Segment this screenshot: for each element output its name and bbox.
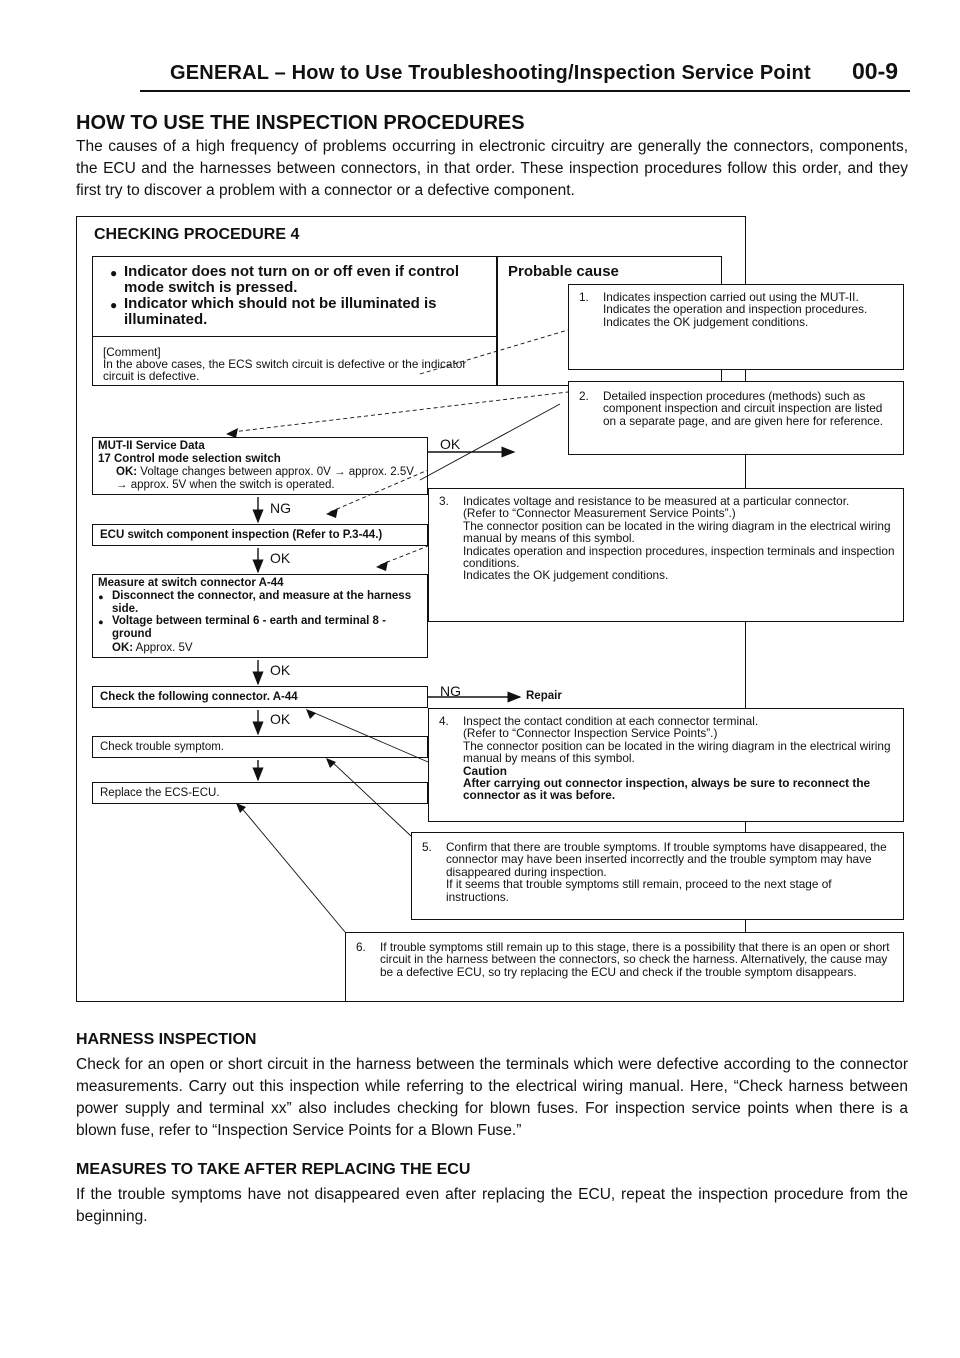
ok-flow-label: OK: [270, 550, 291, 566]
leader-line: [330, 470, 428, 512]
note-line: If trouble symptoms still remain up to this stage, there is a possibility that there is an open or short circuit in the harness between the connectors, so check the harness. Alternatively, the cause may be a defective ECU, so try replacing the ECU and check if the trouble symptom disappears.: [380, 940, 890, 979]
symptom-item: ● Indicator which should not be illuminated is illuminated.: [110, 296, 490, 328]
section-title: GENERAL – How to Use Troubleshooting/Inspection Service Point: [170, 62, 811, 84]
measure-title: Measure at switch connector A-44: [98, 577, 284, 589]
note-caution-text: After carrying out connector inspection, always be sure to reconnect the connector as it was before.: [463, 776, 871, 803]
leader-arrowhead: [226, 428, 238, 438]
note-line: The connector position can be located in the wiring diagram in the electrical wiring manual by means of this symbol.: [463, 518, 891, 546]
leader-line: [420, 330, 568, 374]
comment-label: [Comment]: [103, 345, 161, 359]
note-line: Confirm that there are trouble symptoms. If trouble symptoms have disappeared, the connector may have been inserted incorrectly and the trouble symptom may have disappeared during inspection.: [446, 840, 887, 879]
mut-ok-text: Voltage changes between approx. 0V → approx. 2.5V → approx. 5V when the switch is operated.: [116, 466, 414, 491]
procedure-title: CHECKING PROCEDURE 4: [94, 226, 300, 243]
note-line: (Refer to “Connector Inspection Service Points”.): [463, 726, 718, 741]
check-connector-text: Check the following connector. A-44: [100, 691, 298, 703]
ok-flow-label: OK: [270, 711, 291, 727]
ok-flow-label: OK: [440, 436, 461, 452]
ok-flow-label: OK: [270, 662, 291, 678]
note-number: 6.: [356, 940, 366, 954]
leader-line: [330, 760, 411, 836]
note-number: 1.: [579, 290, 589, 304]
note-line: Indicates inspection carried out using the MUT-II.: [603, 290, 859, 304]
note-number: 3.: [439, 494, 449, 508]
page-title: HOW TO USE THE INSPECTION PROCEDURES: [76, 112, 525, 134]
leader-line: [240, 806, 345, 932]
mut-title: MUT-II Service Data: [98, 440, 205, 452]
leader-arrowhead: [306, 709, 316, 719]
leader-arrowhead: [326, 508, 338, 518]
probable-cause-label: Probable cause: [508, 263, 619, 280]
note-line: (Refer to “Connector Measurement Service Points”.): [463, 506, 736, 521]
note-caution: Caution: [463, 763, 507, 778]
ok-label: OK:: [116, 466, 138, 478]
leader-arrowhead: [326, 758, 336, 768]
harness-title: HARNESS INSPECTION: [76, 1031, 257, 1048]
harness-text: Check for an open or short circuit in the harness between the terminals which were defective according to the connector measurements. Carry out this inspection while referring to the electrical wiring manual. Here, “Check harness between power supply and terminal xx” also includes checking for blown fuses. For inspection service points when there is a blown fuse, refer to “Inspection Service Points for a Blown Fuse.”: [76, 1056, 908, 1139]
leader-line: [420, 404, 560, 480]
note-line: If it seems that trouble symptoms still remain, proceed to the next stage of instructions.: [446, 877, 832, 904]
mut-line1: 17 Control mode selection switch: [98, 453, 281, 465]
note-line: Indicates the OK judgement conditions.: [603, 314, 809, 329]
measures-text: If the trouble symptoms have not disappeared even after replacing the ECU, repeat the inspection procedure from the beginning.: [76, 1186, 908, 1225]
ecu-inspection-text: ECU switch component inspection (Refer to P.3-44.): [100, 529, 383, 541]
ok-label: OK:: [112, 642, 134, 654]
note-line: Indicates voltage and resistance to be measured at a particular connector.: [463, 494, 850, 508]
note-line: Indicates operation and inspection procedures, inspection terminals and inspection conditions.: [463, 543, 895, 571]
note-number: 4.: [439, 714, 449, 728]
measure-item: ● Voltage between terminal 6 - earth and terminal 8 - ground: [98, 615, 424, 640]
leader-line: [310, 711, 428, 762]
measure-item: ● Disconnect the connector, and measure at the harness side.: [98, 590, 424, 615]
leader-line: [232, 392, 568, 432]
note-number: 5.: [422, 840, 432, 854]
page-number: 00-9: [852, 58, 899, 84]
repair-label: Repair: [526, 690, 562, 702]
note-line: Detailed inspection procedures (methods) such as component inspection and circuit inspection are listed on a separate page, and are given here for reference.: [603, 389, 884, 428]
note-line: Indicates the OK judgement conditions.: [463, 568, 669, 583]
note-number: 2.: [579, 389, 589, 403]
replace-ecu-text: Replace the ECS-ECU.: [100, 787, 220, 799]
measure-ok-value: Approx. 5V: [135, 642, 193, 654]
note-line: Inspect the contact condition at each connector terminal.: [463, 714, 759, 728]
check-symptom-text: Check trouble symptom.: [100, 741, 224, 753]
measures-title: MEASURES TO TAKE AFTER REPLACING THE ECU: [76, 1161, 471, 1178]
note-line: Indicates the operation and inspection procedures.: [603, 302, 868, 317]
note-line: The connector position can be located in the wiring diagram in the electrical wiring manual by means of this symbol.: [463, 738, 891, 766]
symptom-item: ● Indicator does not turn on or off even if control mode switch is pressed.: [110, 264, 490, 296]
ng-flow-label: NG: [440, 683, 461, 699]
comment-text: In the above cases, the ECS switch circuit is defective or the indicator circuit is defective.: [103, 357, 467, 384]
ng-flow-label: NG: [270, 500, 291, 516]
leader-arrowhead: [376, 561, 388, 571]
intro-paragraph: The causes of a high frequency of problems occurring in electronic circuitry are generally the connectors, components, the ECU and the harnesses between connectors, in that order. These inspection procedures follow this order, and they first try to discover a problem with a connector or a defective component.: [76, 138, 908, 199]
